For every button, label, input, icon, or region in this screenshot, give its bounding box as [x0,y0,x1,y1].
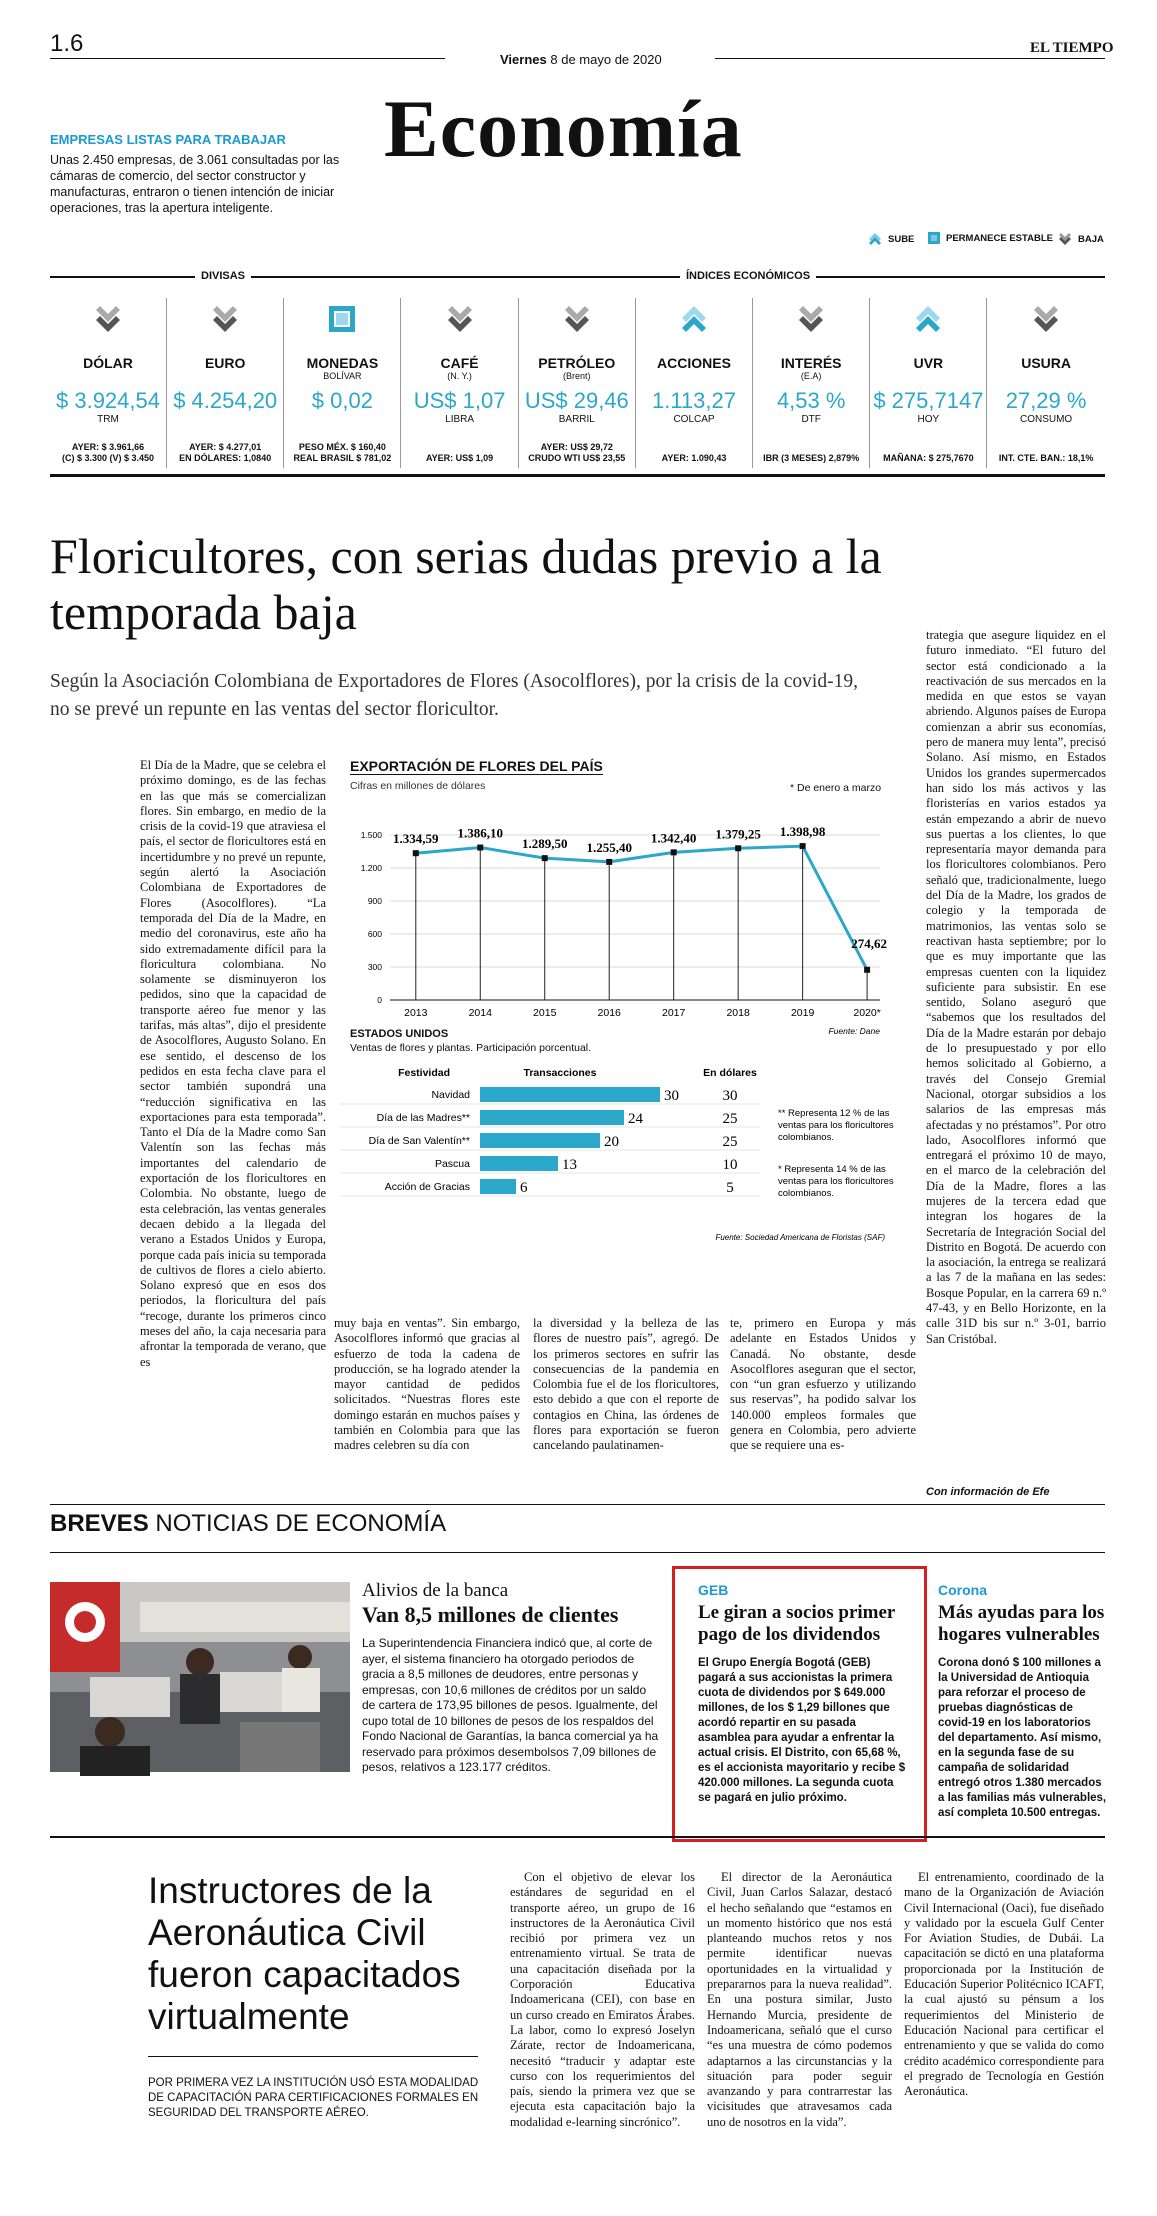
chart-note: * De enero a marzo [790,782,882,794]
indicator-note: INT. CTE. BAN.: 18,1% [998,453,1094,463]
indicator-note: AYER: $ 3.961,66 (C) $ 3.300 (V) $ 3.450 [61,442,155,463]
bottom-rule [50,1836,1105,1838]
indicator-sub: (Brent) [563,371,591,381]
data-point [671,849,677,855]
indicator-unit: CONSUMO [1019,414,1073,425]
indicator-value: $ 3.924,54 [56,388,160,413]
indicator-name: INTERÉS [780,355,842,371]
chart-subtitle: Cifras en millones de dólares [350,780,486,792]
x-tick-label: 2020* [853,1007,881,1019]
data-label: 274,62 [851,935,887,951]
indicator-value: 27,29 % [1005,388,1087,413]
indicator-name: MONEDAS [306,355,379,371]
row-festividad: Día de las Madres** [376,1112,470,1124]
y-tick-label: 1.200 [360,863,382,873]
row-festividad: Navidad [431,1089,470,1101]
brief-corona-kicker: Corona [938,1582,987,1598]
row-festividad: Pascua [434,1158,470,1170]
y-tick-label: 600 [367,929,382,939]
indicator-value: 4,53 % [776,388,846,413]
indicator-uvr [870,298,987,468]
table-header: En dólares [703,1067,757,1079]
transaction-bar [480,1110,624,1125]
usd-value: 30 [722,1088,738,1104]
x-tick-label: 2018 [726,1007,750,1019]
indicator-value: 1.113,27 [651,388,736,413]
up-arrow-icon [868,232,882,246]
indicator-sub: (N. Y.) [447,371,472,381]
brief-corona-body: Corona donó $ 100 millones a la Universidad de Antioquia para reforzar el proceso de pruebas diagnósticas de covid-19 en los laboratorios del departamento. Así mismo, en la segunda fase de su campaña de solidaridad entregó otros 1.380 mercados a las familias más vulnerables, así completa 10.500 entregas. [938,1657,1107,1819]
down-arrow-icon [210,304,240,334]
bottom-subhead: POR PRIMERA VEZ LA INSTITUCIÓN USÓ ESTA MODALIDAD DE CAPACITACIÓN PARA CERTIFICACIONES FORMALES EN SEGURIDAD DEL TRANSPORTE AÉREO. [148,2077,479,2119]
legend-up-label: SUBE [888,233,915,245]
section-title: Economía [384,83,743,174]
chart-title: EXPORTACIÓN DE FLORES DEL PAÍS [350,758,603,774]
us-sales-table [340,1060,900,1260]
row-festividad: Acción de Gracias [384,1181,470,1193]
breves-label-bold: BREVES [50,1510,149,1537]
indicator-dólar [50,298,167,468]
breves-header [50,1510,446,1538]
indicator-unit: DTF [801,414,821,425]
indicator-name: UVR [913,355,944,371]
transaction-value: 20 [604,1134,619,1150]
y-tick-label: 1.500 [360,830,382,840]
transaction-bar [480,1133,600,1148]
data-point [606,859,612,865]
x-tick-label: 2015 [533,1007,557,1019]
indicator-name: USURA [1021,355,1071,371]
header-rule-left [50,58,445,59]
data-label: 1.398,98 [779,824,826,840]
indicator-note: AYER: US$ 1,09 [425,453,494,463]
x-tick-label: 2019 [790,1007,815,1019]
indicator-usura [988,298,1105,468]
indicator-unit: TRM [97,414,119,425]
indicator-acciones [636,298,753,468]
down-arrow-icon [93,304,123,334]
data-point [864,967,870,973]
indicator-euro [167,298,284,468]
transaction-bar [480,1179,516,1194]
brief-banca-title: Van 8,5 millones de clientes [362,1602,619,1627]
y-tick-label: 300 [367,962,382,972]
data-point [477,845,483,851]
indicator-name: ACCIONES [657,355,731,371]
indicator-note: MAÑANA: $ 275,7670 [883,453,974,463]
data-point [800,843,806,849]
usd-value: 25 [722,1111,738,1127]
indicator-name: PETRÓLEO [538,355,616,371]
indicator-value: $ 4.254,20 [173,388,278,413]
down-arrow-icon [796,304,826,334]
data-label: 1.379,25 [715,826,761,842]
down-arrow-icon [562,304,592,334]
table-source: Fuente: Sociedad Americana de Floristas (SAF) [715,1233,885,1242]
brief-banca-kicker: Alivios de la banca [362,1580,509,1601]
bottom-headline: Instructores de la Aeronáutica Civil fueron capacitados virtualmente [148,1870,461,2037]
brief-geb-title: Le giran a socios primer pago de los dividendos [698,1602,896,1645]
chart-source: Fuente: Dane [828,1026,880,1036]
indicator-name: EURO [204,355,246,371]
article-col-1: El Día de la Madre, que se celebra el próximo domingo, es de las fechas en las que más se comercializan flores. Sin embargo, en medio de la crisis de la covid-19 que atraviesa el país, el sector de floricultores está en incertidumbre y no prevé un repunte, según alertó la Asociación Colombiana de Exportadores de Flores (Asocolflores). “La temporada del Día de la Madre, en medio del coronavirus, este año ha sido extremadamente difícil para la floricultura colombiana. No solamente se disminuyeron los pedidos, sino que la capacidad de transporte aéreo fue menor y las tarifas, más altas”, dijo el presidente de Asocolflores, Augusto Solano. En ese sentido, el descenso de los pedidos en esta fecha clave para el sector también supondrá una “reducción significativa en las exportaciones para esta temporada”. Tanto el Día de la Madre como San Valentín son las fechas más importantes del calendario de exportación de los floricultores en Colombia. No obstante, luego de esta celebración, las ventas generales decaen debido a la llegada del verano a Estados Unidos y Europa, porque cada país inicia su temporada de cultivos de flores a cielo abierto. Solano expresó que en esos dos periodos, la floricultura del país “recoge, durante los primeros cinco meses del año, la caja necesaria para afrontar la temporada de verano, que es [140,758,326,1369]
newspaper-logo: EL TIEMPO [1030,40,1114,56]
bottom-col-1: Con el objetivo de elevar los estándares de seguridad en el transporte aéreo, un grupo de 16 instructores de la Aeronáutica Civil recibió por primera vez un entrenamiento virtual. Se trata de una capacitación diseñada por la Corporación Educativa Indoamericana (CEI), con base en un curso creado en Emiratos Árabes. La labor, como lo expresó Joselyn Zárate, rector de Indoamericana, necesitó “traducir y adaptar este curso con los requerimientos del país, siendo la primera vez que se ejecuta esta capacitación bajo la modalidad e-learning sincrónico”. [510,1870,695,2129]
indicator-café [402,298,519,468]
promo-body: Unas 2.450 empresas, de 3.061 consultadas por las cámaras de comercio, del sector constructor y manufacturas, entraron o tienen intención de iniciar operaciones, tras la apertura inteligente. [50,153,340,215]
legend-stable [928,232,1053,244]
indicator-interés [753,298,870,468]
square-icon [928,232,940,244]
promo-title: EMPRESAS LISTAS PARA TRABAJAR [50,132,286,147]
article-headline: Floricultores, con serias dudas previo a la temporada baja [50,528,882,640]
usd-value: 5 [726,1180,734,1196]
indices-label: ÍNDICES ECONÓMICOS [680,270,816,282]
transaction-value: 6 [520,1180,528,1196]
article-col-2: muy baja en ventas”. Sin embargo, Asocolflores informó que gracias al esfuerzo de toda la cadena de producción, se ha logrado atender la mayor cantidad de pedidos solicitados. “Nuestras flores este domingo estarán en muchos países y también en Colombia para que las madres celebren su día con [334,1316,520,1453]
indicator-unit: LIBRA [445,414,475,425]
band-bottom-rule [50,474,1105,477]
table-header: Festividad [398,1067,450,1079]
transaction-value: 30 [664,1088,679,1104]
article-col-3: la diversidad y la belleza de las flores de nuestro país”, agregó. De los primeros sectores en sufrir las consecuencias de la pandemia en Colombia fue el de los floricultores, esto debido a que con el reporte de contagios en China, las órdenes de flores para exportación se fueron cancelando paulatinamen- [533,1316,719,1453]
indicator-note: AYER: $ 4.277,01 EN DÓLARES: 1,0840 [179,442,272,463]
transaction-bar [480,1156,558,1171]
bottom-col-3: El entrenamiento, coordinado de la mano de la Organización de Aviación Civil Internacional (Oaci), fue diseñado y validado por la escuela Gulf Center For Aviation Studies, de Dubái. La capacitación se dictó en una plataforma proporcionada por la Institución de Educación Superior Politécnico ICAFT, la cual ajustó su pénsum a los requerimientos del Ministerio de Educación Nacional para certificar el entrenamiento y que se valida do como crédito académico correspondiente para el pregrado de Tecnología en Gestión Aeronáutica. [904,1870,1104,2099]
brief-corona-title: Más ayudas para los hogares vulnerables [938,1602,1105,1645]
indicator-sub [988,371,1105,382]
indicator-sub [50,371,166,382]
article-col-4: te, primero en Europa y más adelante en Estados Unidos y Canadá. No obstante, desde Asocolflores aseguran que el sector, con “un gran esfuerzo y utilizando sus reservas”, ha podido salvar los 140.000 empleos formales que genera en Colombia, pero advierte que se requiere una es- [730,1316,916,1453]
usd-value: 10 [722,1157,738,1173]
indicator-sub [636,371,752,382]
breves-top-rule [50,1504,1105,1505]
square-icon [327,304,357,334]
indicator-note: IBR (3 MESES) 2,879% [763,453,860,463]
divisas-label: DIVISAS [195,270,251,282]
x-tick-label: 2014 [468,1007,492,1019]
indicator-note: AYER: 1.090,43 [661,453,727,463]
transaction-bar [480,1087,660,1102]
data-label: 1.289,50 [521,836,568,852]
series-line [416,846,867,970]
data-point [413,850,419,856]
brief-geb-kicker: GEB [698,1582,729,1598]
usd-value: 25 [722,1134,738,1150]
up-arrow-icon [913,304,943,334]
bottom-col-2: El director de la Aeronáutica Civil, Juan Carlos Salazar, destacó el hecho señalando que “estamos en un momento histórico que nos está planteando muchos retos y nos permite identificar nuevas oportunidades en la virtualidad y prepararnos para la nueva realidad”. En una postura similar, Justo Hernando Murcia, presidente de Indoamericana, señaló que el curso “es una muestra de cómo podemos adaptarnos a las circunstancias y la situación para poder seguir avanzando y para contrarrestar las vicisitudes que atravesamos cada uno de nosotros en la vida”. [707,1870,892,2129]
transaction-value: 24 [628,1111,643,1127]
brief-banca [362,1580,662,1776]
data-label: 1.255,40 [586,839,632,855]
indicator-sub: BOLÍVAR [323,371,362,381]
indicator-name: CAFÉ [440,355,479,371]
down-arrow-icon [1031,304,1061,334]
indicator-note: AYER: US$ 29,72 CRUDO WTI US$ 23,55 [528,442,626,463]
page-number: 1.6 [50,30,84,57]
note-mothers-day: ** Representa 12 % de las ventas para los floricultores colombianos. [778,1108,894,1143]
down-arrow-icon [1058,232,1072,246]
indicator-unit: HOY [917,414,940,425]
legend-down-label: BAJA [1078,233,1104,245]
article-col-5: trategia que asegure liquidez en el futuro inmediato. “El futuro del sector está condicionado a la reactivación de sus mercados en la medida en que estos se vayan abriendo. Algunos países de Europa comienzan a abrir sus economías, pero de manera muy lenta”, precisó Solano. Así mismo, en Estados Unidos los grandes supermercados han sido los más activos y las floristerías en varios estados ya están empezando a abrir de nuevo sus puertas a los clientes, lo que representaría mayor demanda para los floricultores colombianos. Pero señaló que, tradicionalmente, luego del Día de la Madre, los grados de colegio y la temporada de matrimonios, las ventas solo se reactivan hasta septiembre; por lo que es muy importante que las empresas cuenten con la liquidez suficiente para subsistir. En ese sentido, Solano aseguró que “sabemos que los resultados del Día de la Madre estarán por debajo de lo presupuestado y por ello hemos solicitado al Gobierno, a través del Consejo Gremial Nacional, otorgar subsidios a los salarios de las empresas más afectadas y no préstamos”. Por otro lado, Asocolflores informó que entregará el próximo 10 de mayo, en el marco de la celebración del Día de la Madre, flores a las mujeres de la tercera edad que integran los hogares de la Secretaría de Integración Social del Distrito en Bogotá. De acuerdo con la asociación, la entrega se realizará a las 7 de la mañana en las sedes: Bosque Popular, en la carrera 69 n.º 47-43, y en Bello Horizonte, en la calle 31D bis sur n.º 3-01, barrio San Cristóbal. [926,628,1106,1346]
issue-date-rest: 8 de mayo de 2020 [550,52,662,67]
issue-date [500,52,662,67]
indicator-unit: COLCAP [673,414,715,425]
us-table-subtitle: Ventas de flores y plantas. Participación porcentual. [350,1042,592,1054]
bank-office-photo [50,1582,350,1772]
note-valentines: * Representa 14 % de las ventas para los floricultores colombianos. [778,1164,894,1199]
article-credit: Con información de Efe [926,1486,1050,1498]
y-tick-label: 900 [367,896,382,906]
data-point [735,845,741,851]
legend-stable-label: PERMANECE ESTABLE [946,232,1053,244]
brief-banca-body: La Superintendencia Financiera indicó que, al corte de ayer, el sistema financiero ha otorgado periodos de gracia a 8,5 millones de deudores, entre personas y empresas, con 10,6 millones de créditos por un saldo de cartera de 173,95 billones de pesos. Igualmente, del cupo total de 10 billones de pesos de los respaldos del Fondo Nacional de Garantías, la banca comercial ya ha reservado para próximos desembolsos 7,09 billones de pesos, relativos a 123.177 créditos. [362,1636,659,1774]
article-deck: Según la Asociación Colombiana de Exportadores de Flores (Asocolflores), por la crisis de la covid-19, no se prevé un repunte en las ventas del sector floricultor. [50,671,858,720]
legend-down [1058,232,1104,246]
indicator-value: US$ 1,07 [413,388,506,413]
indicator-petróleo [519,298,636,468]
breves-rule [50,1552,1105,1553]
header-rule-right [715,58,1105,59]
transaction-value: 13 [562,1157,577,1173]
y-tick-label: 0 [377,995,382,1005]
indicator-value: $ 275,7147 [873,388,984,413]
data-label: 1.386,10 [457,825,504,841]
down-arrow-icon [445,304,475,334]
indicator-monedas [284,298,401,468]
row-festividad: Día de San Valentín** [368,1135,470,1147]
table-header: Transacciones [523,1067,597,1079]
up-arrow-icon [679,304,709,334]
x-tick-label: 2016 [597,1007,621,1019]
indicator-value: $ 0,02 [311,388,373,413]
indicator-value: US$ 29,46 [524,388,629,413]
indicator-sub [870,371,986,382]
indicator-name: DÓLAR [83,355,133,371]
x-tick-label: 2013 [404,1007,428,1019]
indicator-unit: BARRIL [558,414,595,425]
brief-geb-body: El Grupo Energía Bogotá (GEB) pagará a sus accionistas la primera cuota de dividendos por $ 649.000 millones, de los $ 1,29 billones que acordó repartir en su pasada asamblea para ayudar a enfrentar la actual crisis. El Distrito, con 65,68 %, es el accionista mayoritario y recibe $ 420.000 millones. La segunda cuota se pagará en julio próximo. [698,1657,906,1804]
bottom-sub-rule [148,2056,478,2057]
indicator-sub: (E.A) [800,371,822,381]
issue-date-day: Viernes [500,52,547,67]
brief-corona [938,1582,1108,1821]
brief-geb [698,1582,908,1806]
breves-label-rest: NOTICIAS DE ECONOMÍA [155,1510,447,1537]
x-tick-label: 2017 [662,1007,686,1019]
data-point [542,855,548,861]
legend-up [868,232,914,246]
data-label: 1.342,40 [650,830,697,846]
indicator-note: PESO MÉX. $ 160,40 REAL BRASIL $ 781,02 [293,442,392,463]
indicator-sub [167,371,283,382]
data-label: 1.334,59 [393,831,439,847]
us-table-title: ESTADOS UNIDOS [350,1028,449,1040]
